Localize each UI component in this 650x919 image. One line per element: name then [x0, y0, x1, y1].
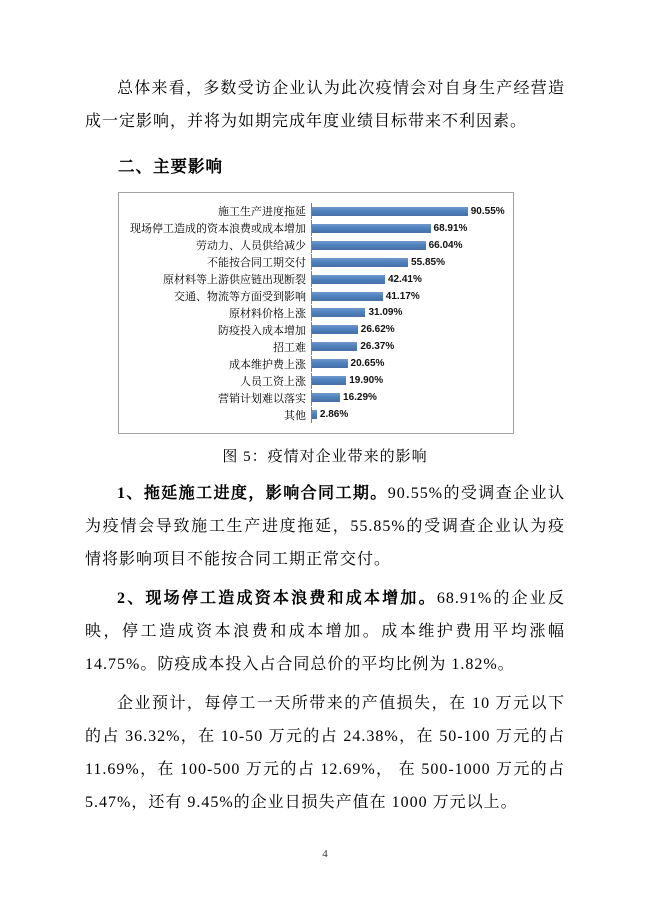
chart-row — [119, 288, 509, 304]
bar — [312, 241, 426, 250]
chart-row — [119, 237, 509, 253]
body-paragraph-1 — [85, 477, 565, 576]
category-label: 招工难 — [273, 341, 306, 354]
plot-area — [311, 254, 509, 270]
category-label: 不能按合同工期交付 — [207, 257, 306, 270]
chart-row — [119, 356, 509, 372]
paragraph-1-bold-lead: 1、拖延施工进度，影响合同工期。 — [117, 485, 388, 502]
value-label: 16.29% — [343, 392, 377, 404]
bar — [312, 292, 383, 301]
paragraph-3-text: 企业预计，每停工一天所带来的产值损失，在 10 万元以下的占 36.32%，在 10-50 万元的占 24.38%，在 50-100 万元的占 11.69%，在 100-500 万元的占 12.69%， 在 500-1000 万元的占 5.47%，还有 9.45%的企业日损失产值在 1000 万元以上。 — [85, 695, 565, 811]
figure-bar-chart — [118, 192, 514, 434]
paragraph-2-bold-lead: 2、现场停工造成资本浪费和成本增加。 — [117, 590, 437, 607]
chart-row — [119, 322, 509, 338]
category-label: 其他 — [284, 409, 306, 422]
plot-area — [311, 339, 509, 355]
body-paragraph-2 — [85, 582, 565, 681]
category-label: 现场停工造成的资本浪费或成本增加 — [130, 223, 306, 236]
category-label: 交通、物流等方面受到影响 — [174, 291, 306, 304]
value-label: 55.85% — [411, 256, 445, 268]
category-label: 原材料价格上涨 — [229, 307, 306, 320]
plot-area — [311, 407, 509, 423]
figure-caption: 图 5：疫情对企业带来的影响 — [222, 449, 428, 465]
category-label: 人员工资上涨 — [240, 375, 306, 388]
intro-paragraph: 总体来看，多数受访企业认为此次疫情会对自身生产经营造成一定影响，并将为如期完成年度业绩目标带来不利因素。 — [85, 80, 565, 130]
value-label: 90.55% — [470, 205, 505, 217]
category-label: 防疫投入成本增加 — [218, 324, 306, 337]
value-label: 19.90% — [349, 375, 384, 387]
bar — [312, 275, 385, 284]
chart-row — [119, 407, 509, 423]
value-label: 41.17% — [385, 290, 420, 302]
category-label: 施工生产进度拖延 — [218, 206, 306, 219]
page-number: 4 — [322, 848, 328, 860]
plot-area — [311, 373, 509, 389]
plot-area — [311, 237, 509, 253]
bar — [312, 342, 357, 351]
paragraph-1-text: 90.55%的受调查企业认为疫情会导致施工生产进度拖延，55.85%的受调查企业认为疫情将影响项目不能按合同工期正常交付。 — [85, 485, 565, 568]
chart-row — [119, 203, 509, 219]
section-heading: 二、主要影响 — [118, 158, 223, 176]
bar — [312, 207, 468, 216]
plot-area — [311, 220, 509, 236]
value-label: 20.65% — [350, 358, 385, 370]
chart-row — [119, 373, 509, 389]
value-label: 68.91% — [433, 222, 468, 234]
bar — [312, 410, 317, 419]
plot-area — [311, 305, 509, 321]
bar — [312, 224, 431, 233]
bar — [312, 359, 348, 368]
chart-row — [119, 254, 509, 270]
bar — [312, 376, 346, 385]
plot-area — [311, 356, 509, 372]
page-content — [85, 72, 565, 819]
plot-area — [311, 322, 509, 338]
category-label: 原材料等上游供应链出现断裂 — [163, 274, 306, 287]
value-label: 26.37% — [360, 341, 395, 353]
paragraph-2-text: 68.91%的企业反映，停工造成资本浪费和成本增加。成本维护费用平均涨幅 14.75%。防疫成本投入占合同总价的平均比例为 1.82%。 — [85, 590, 565, 673]
bar — [312, 258, 408, 267]
chart-rows — [119, 203, 509, 423]
value-label: 42.41% — [387, 273, 422, 285]
category-label: 劳动力、人员供给减少 — [196, 240, 306, 253]
category-label: 成本维护费上涨 — [229, 358, 306, 371]
bar — [312, 393, 340, 402]
plot-area — [311, 203, 509, 219]
value-label: 26.62% — [360, 324, 395, 336]
chart-row — [119, 271, 509, 287]
value-label: 31.09% — [368, 307, 403, 319]
value-label: 66.04% — [428, 239, 463, 251]
bar — [312, 325, 358, 334]
chart-row — [119, 305, 509, 321]
bar — [312, 308, 365, 317]
plot-area — [311, 271, 509, 287]
category-label: 营销计划难以落实 — [218, 392, 306, 405]
value-label: 2.86% — [319, 409, 349, 421]
chart-row — [119, 390, 509, 406]
plot-area — [311, 390, 509, 406]
chart-row — [119, 220, 509, 236]
chart-row — [119, 339, 509, 355]
plot-area — [311, 288, 509, 304]
body-paragraph-3 — [85, 687, 565, 819]
